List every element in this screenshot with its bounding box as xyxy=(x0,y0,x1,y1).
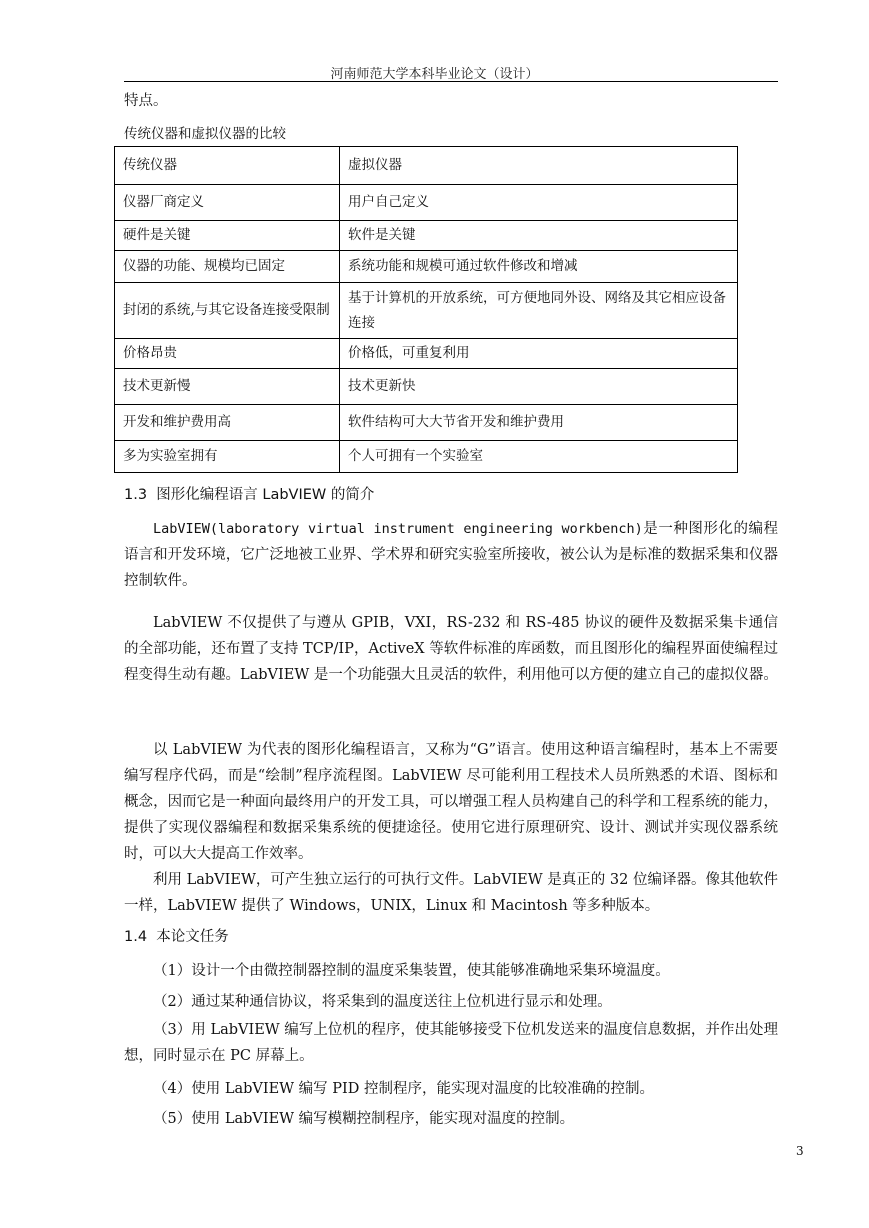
table-row xyxy=(115,339,738,369)
traditional-instrument-cell: 价格昂贵 xyxy=(115,339,340,369)
table-row xyxy=(115,185,738,221)
traditional-instrument-cell: 仪器厂商定义 xyxy=(115,185,340,221)
traditional-instrument-cell: 仪器的功能、规模均已固定 xyxy=(115,251,340,283)
table-row xyxy=(115,369,738,405)
section-heading-1-3 xyxy=(124,486,374,504)
labview-expansion: LabVIEW(laboratory virtual instrument engineering workbench) xyxy=(153,521,643,537)
virtual-instrument-cell: 价格低，可重复利用 xyxy=(340,339,738,369)
paragraph-text: 是一种图形化的编程语言和开发环境，它广泛地被工业界、学术界和研究实验室所接收，被公认为是标准的数据采集和仪器控制软件。 xyxy=(124,521,778,589)
table-row xyxy=(115,251,738,283)
paragraph-labview-versions: 利用 LabVIEW，可产生独立运行的可执行文件。LabVIEW 是真正的 32 位编译器。像其他软件一样，LabVIEW 提供了 Windows，UNIX，Linux 和 Macintosh 等多种版本。 xyxy=(124,872,778,914)
section-number: 1.3 xyxy=(124,487,148,503)
lead-text: 特点。 xyxy=(124,93,168,109)
virtual-instrument-cell: 基于计算机的开放系统，可方便地同外设、网络及其它相应设备连接 xyxy=(340,283,738,339)
virtual-instrument-cell: 软件结构可大大节省开发和维护费用 xyxy=(340,405,738,441)
task-item-1: （1）设计一个由微控制器控制的温度采集装置，使其能够准确地采集环境温度。 xyxy=(153,963,670,979)
traditional-instrument-cell: 多为实验室拥有 xyxy=(115,441,340,473)
section-number: 1.4 xyxy=(124,929,148,945)
virtual-instrument-cell: 用户自己定义 xyxy=(340,185,738,221)
virtual-instrument-cell: 技术更新快 xyxy=(340,369,738,405)
task-item-4: （4）使用 LabVIEW 编写 PID 控制程序，能实现对温度的比较准确的控制。 xyxy=(153,1081,655,1097)
section-title: 图形化编程语言 LabVIEW 的简介 xyxy=(156,487,375,503)
virtual-instrument-cell: 个人可拥有一个实验室 xyxy=(340,441,738,473)
virtual-instrument-cell: 虚拟仪器 xyxy=(340,147,738,185)
page-number: 3 xyxy=(796,1144,804,1158)
table-row xyxy=(115,283,738,339)
traditional-instrument-cell: 技术更新慢 xyxy=(115,369,340,405)
traditional-instrument-cell: 开发和维护费用高 xyxy=(115,405,340,441)
table-caption: 传统仪器和虚拟仪器的比较 xyxy=(124,126,286,142)
task-item-3: （3）用 LabVIEW 编写上位机的程序，使其能够接受下位机发送来的温度信息数据，并作出处理想，同时显示在 PC 屏幕上。 xyxy=(124,1022,778,1064)
table-row xyxy=(115,147,738,185)
comparison-table xyxy=(114,146,738,473)
section-title: 本论文任务 xyxy=(156,929,229,945)
traditional-instrument-cell: 传统仪器 xyxy=(115,147,340,185)
header-rule xyxy=(124,81,778,82)
virtual-instrument-cell: 系统功能和规模可通过软件修改和增减 xyxy=(340,251,738,283)
traditional-instrument-cell: 硬件是关键 xyxy=(115,221,340,251)
running-header: 河南师范大学本科毕业论文（设计） xyxy=(330,67,539,82)
table-row xyxy=(115,221,738,251)
table-row xyxy=(115,405,738,441)
task-item-2: （2）通过某种通信协议，将采集到的温度送往上位机进行显示和处理。 xyxy=(153,994,612,1010)
paragraph-g-language: 以 LabVIEW 为代表的图形化编程语言，又称为“G”语言。使用这种语言编程时，基本上不需要编写程序代码，而是“绘制”程序流程图。LabVIEW 尽可能利用工程技术人员所熟悉的术语、图标和概念，因而它是一种面向最终用户的开发工具，可以增强工程人员构建自己的科学和工程系统的能力，提供了实现仪器编程和数据采集系统的便捷途径。使用它进行原理研究、设计、测试并实现仪器系统时，可以大大提高工作效率。 xyxy=(124,742,778,862)
paragraph-labview-features: LabVIEW 不仅提供了与遵从 GPIB，VXI，RS-232 和 RS-485 协议的硬件及数据采集卡通信的全部功能，还布置了支持 TCP/IP，ActiveX 等软件标准的库函数，而且图形化的编程界面使编程过程变得生动有趣。LabVIEW 是一个功能强大且灵活的软件，利用他可以方便的建立自己的虚拟仪器。 xyxy=(124,615,778,683)
section-heading-1-4 xyxy=(124,928,229,946)
traditional-instrument-cell: 封闭的系统,与其它设备连接受限制 xyxy=(115,283,340,339)
virtual-instrument-cell: 软件是关键 xyxy=(340,221,738,251)
task-item-5: （5）使用 LabVIEW 编写模糊控制程序，能实现对温度的控制。 xyxy=(153,1111,575,1127)
paragraph-labview-intro xyxy=(124,516,778,594)
table-row xyxy=(115,441,738,473)
